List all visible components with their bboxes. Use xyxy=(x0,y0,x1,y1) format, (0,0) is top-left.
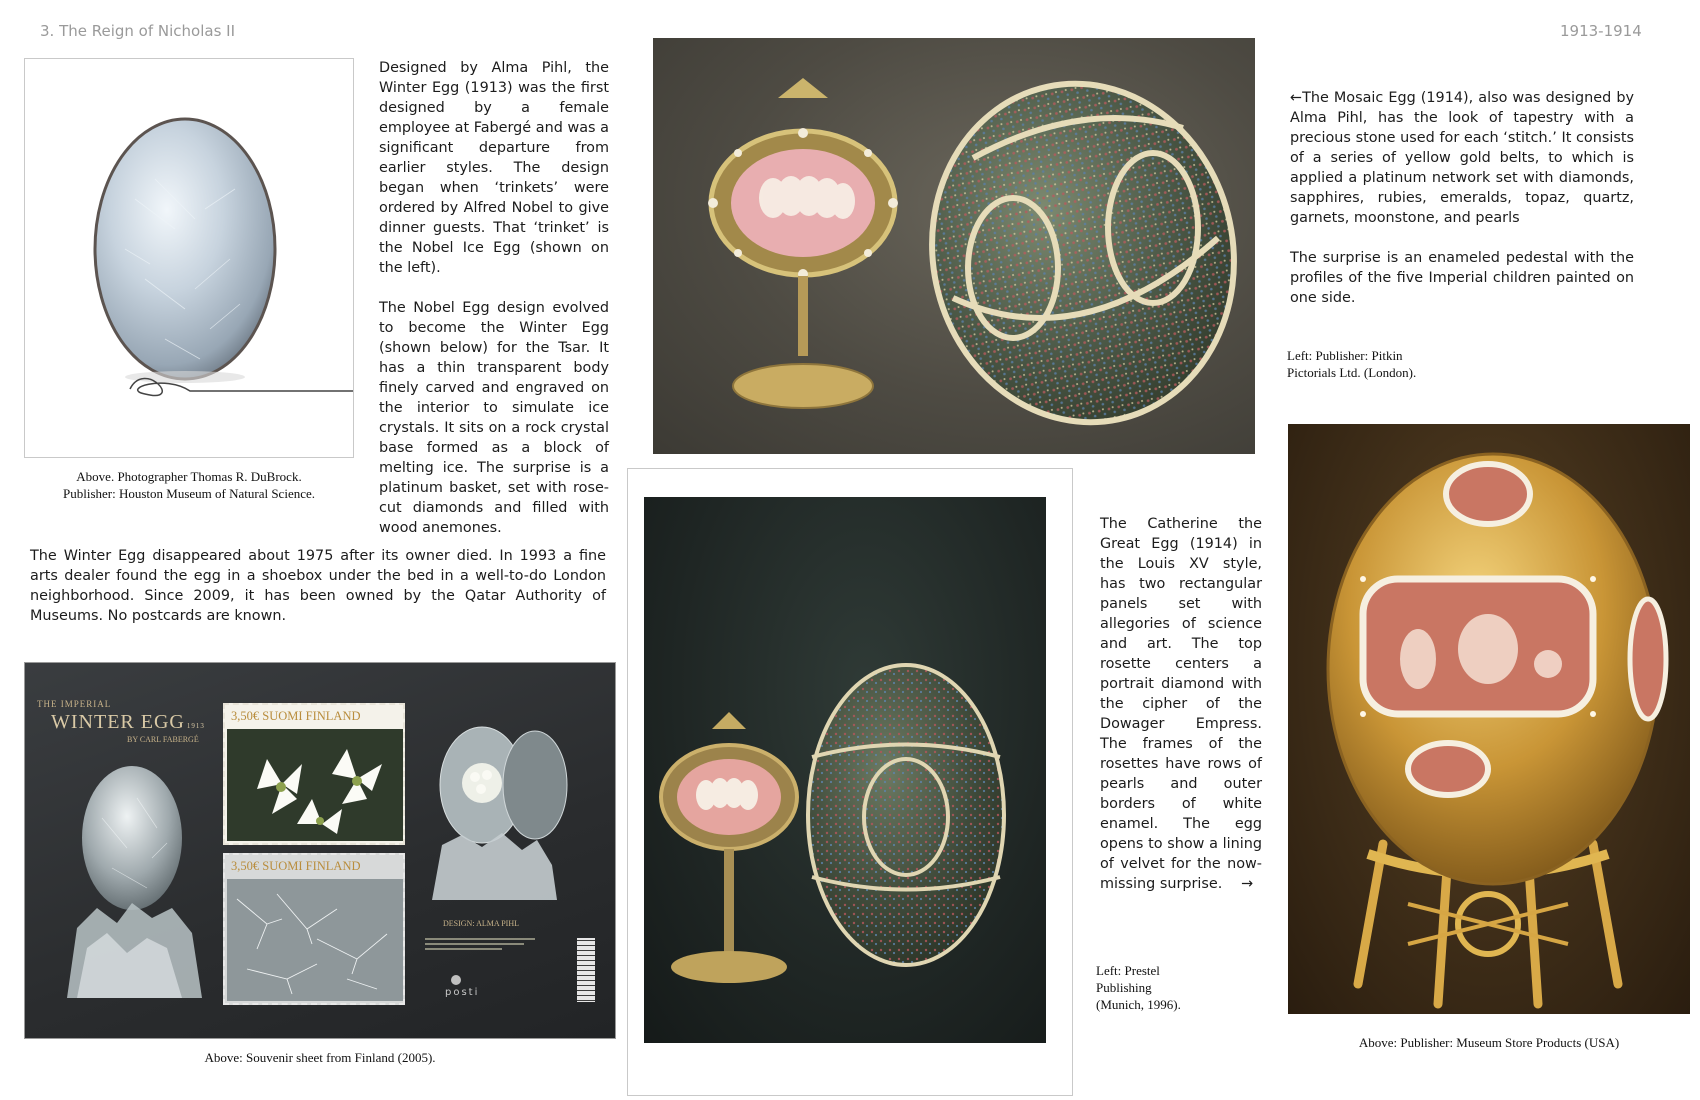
pitkin-caption xyxy=(1287,347,1487,381)
mosaic-egg-p1-text: The Mosaic Egg (1914), also was designed by Alma Pihl, has the look of tapestry with a precious stone used for each ‘stitch.’ It consists of a series of yellow gold belts, to which is applied a platinum network set with diamonds, sapphires, rubies, emeralds, topaz, quartz, garnets, moonstone, and pearls xyxy=(1290,90,1634,226)
prestel-caption-line1: Left: Prestel xyxy=(1096,963,1160,978)
sheet-by: BY CARL FABERGÉ xyxy=(127,735,199,744)
catherine-egg-photo xyxy=(1288,424,1690,1014)
nobel-ice-egg-photo xyxy=(24,58,354,458)
prestel-caption-line3: (Munich, 1996). xyxy=(1096,997,1181,1012)
mosaic-egg-p1 xyxy=(1290,88,1634,228)
stamp-bottom xyxy=(223,853,405,1005)
winter-egg-fate: The Winter Egg disappeared about 1975 after its owner died. In 1993 a fine arts dealer found the egg in a shoebox under the bed in a well-to-do London neighborhood. Since 2009, it has been owned by the Qatar Authority of Museums. No postcards are known. xyxy=(30,548,606,624)
winter-egg-intro xyxy=(379,58,609,538)
stamp-bottom-label: 3,50€ SUOMI FINLAND xyxy=(231,859,361,873)
pitkin-caption-line2: Pictorials Ltd. (London). xyxy=(1287,365,1417,380)
winter-egg-intro-p2: The Nobel Egg design evolved to become the Winter Egg (shown below) for the Tsar. It has a thin transparent body finely carved and engraved on the interior to simulate ice crystals. It sits on a rock crystal base formed as a block of melting ice. The surprise is a platinum basket, set with rose-cut diamonds and filled with wood anemones. xyxy=(379,300,609,536)
mosaic-egg-photo xyxy=(653,38,1255,454)
museum-store-caption: Above: Publisher: Museum Store Products (USA) xyxy=(1358,1035,1620,1050)
prestel-postcard-photo xyxy=(644,497,1046,1043)
nobel-caption-line1: Above. Photographer Thomas R. DuBrock. xyxy=(76,469,302,484)
sheet-year: 1913 xyxy=(186,722,205,730)
prestel-caption-line2: Publishing xyxy=(1096,980,1152,995)
sheet-title xyxy=(51,711,205,734)
pitkin-caption-line1: Left: Publisher: Pitkin xyxy=(1287,348,1403,363)
mosaic-egg-p2: The surprise is an enameled pedestal with the profiles of the five Imperial children painted on one side. xyxy=(1290,250,1634,306)
sheet-posti: posti xyxy=(445,987,480,998)
prestel-caption xyxy=(1096,962,1216,1013)
section-title: 3. The Reign of Nicholas II xyxy=(40,22,236,40)
sheet-line1: THE IMPERIAL xyxy=(37,699,112,709)
sheet-design: DESIGN: ALMA PIHL xyxy=(443,919,520,928)
posti-logo-icon xyxy=(451,975,461,985)
sheet-title-text: WINTER EGG xyxy=(51,711,185,733)
left-arrow-icon: ← xyxy=(1290,90,1303,106)
mosaic-egg-text xyxy=(1290,88,1634,308)
souvenir-caption: Above: Souvenir sheet from Finland (2005). xyxy=(204,1050,436,1065)
sheet-barcode xyxy=(577,938,595,1002)
sheet-fine-print xyxy=(425,935,535,961)
catherine-egg-text xyxy=(1100,514,1262,894)
prestel-postcard xyxy=(627,468,1073,1096)
right-arrow-icon: → xyxy=(1240,876,1253,892)
stamp-top xyxy=(223,703,405,845)
nobel-caption-line2: Publisher: Houston Museum of Natural Science. xyxy=(62,486,315,501)
nobel-egg-caption xyxy=(24,468,354,502)
stamp-top-label: 3,50€ SUOMI FINLAND xyxy=(231,709,361,723)
catherine-egg-text-body: The Catherine the Great Egg (1914) in the Louis XV style, has two rectangular panels set with allegories of science and art. The top rosette centers a portrait diamond with the cipher of the Dowager Empress. The frames of the rosettes have rows of pearls and outer borders of white enamel. The egg opens to show a lining of velvet for the now-missing surprise. xyxy=(1100,516,1262,892)
souvenir-sheet xyxy=(24,662,616,1039)
year-range: 1913-1914 xyxy=(1560,22,1642,40)
winter-egg-intro-p1: Designed by Alma Pihl, the Winter Egg (1913) was the first designed by a female employee at Fabergé and was a significant departure from earlier styles. The design began when ‘trinkets’ were ordered by Alfred Nobel to give dinner guests. That ‘trinket’ is the Nobel Ice Egg (shown on the left). xyxy=(379,60,609,276)
